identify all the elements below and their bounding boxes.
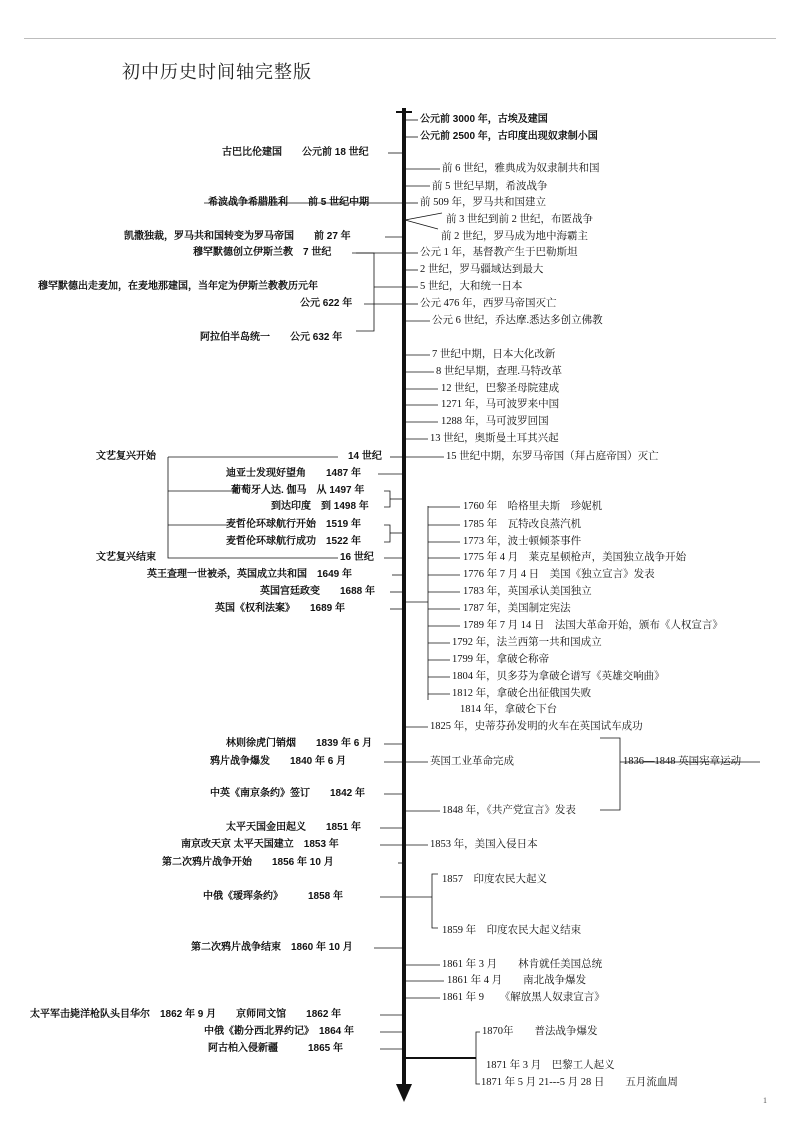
page-title: 初中历史时间轴完整版	[122, 62, 312, 82]
right-event-24: 1783 年，英国承认美国独立	[463, 586, 592, 597]
right-event-36: 1853 年，美国入侵日本	[430, 839, 538, 850]
right-event-7: 公元 1 年，基督教产生于巴勒斯坦	[420, 247, 578, 258]
right-event-22: 1775 年 4 月 莱克星顿枪声，美国独立战争开始	[463, 552, 687, 563]
right-event-43: 1871 年 3 月 巴黎工人起义	[486, 1060, 615, 1071]
left-event-17: 英国宫廷政变 1688 年	[260, 586, 376, 597]
right-event-38: 1859 年 印度农民大起义结束	[442, 925, 582, 936]
right-event-44: 1871 年 5 月 21---5 月 28 日 五月流血周	[481, 1077, 678, 1088]
left-event-9: 迪亚士发现好望角 1487 年	[226, 468, 362, 479]
left-event-27: 太平军击毙洋枪队头目华尔 1862 年 9 月 京师同文馆 1862 年	[30, 1009, 342, 1020]
right-event-28: 1799 年，拿破仑称帝	[452, 654, 550, 665]
left-event-11: 到达印度 到 1498 年	[271, 501, 369, 512]
left-event-24: 第二次鸦片战争开始 1856 年 10 月	[162, 857, 334, 868]
right-event-15: 1271 年，马可波罗来中国	[441, 399, 560, 410]
right-event-18: 15 世纪中期，东罗马帝国（拜占庭帝国）灭亡	[446, 451, 659, 462]
right-event-33: 英国工业革命完成	[430, 756, 514, 767]
right-event-3: 前 5 世纪早期，希波战争	[432, 181, 548, 192]
right-event-19: 1760 年 哈格里夫斯 珍妮机	[463, 501, 603, 512]
left-event-22: 太平天国金田起义 1851 年	[226, 822, 362, 833]
right-event-9: 5 世纪，大和统一日本	[420, 281, 523, 292]
left-event-7: 文艺复兴开始	[96, 451, 156, 462]
left-event-4: 穆罕默德出走麦加，在麦地那建国，当年定为伊斯兰教教历元年	[38, 281, 318, 292]
left-event-3: 穆罕默德创立伊斯兰教 7 世纪	[193, 247, 332, 258]
right-event-35: 1848 年，《共产党宣言》发表	[442, 805, 576, 816]
right-event-14: 12 世纪，巴黎圣母院建成	[441, 383, 560, 394]
right-event-30: 1812 年，拿破仑出征俄国失败	[452, 688, 592, 699]
left-event-13: 麦哲伦环球航行成功 1522 年	[226, 536, 362, 547]
right-event-20: 1785 年 瓦特改良蒸汽机	[463, 519, 582, 530]
left-event-2: 凯撒独裁，罗马共和国转变为罗马帝国 前 27 年	[124, 231, 351, 242]
left-event-6: 阿拉伯半岛统一 公元 632 年	[200, 332, 343, 343]
left-event-15: 16 世纪	[340, 552, 374, 563]
left-event-1: 希波战争希腊胜利 前 5 世纪中期	[208, 197, 370, 208]
right-event-29: 1804 年，贝多芬为拿破仑谱写《英雄交响曲》	[452, 671, 665, 682]
right-event-40: 1861 年 4 月 南北战争爆发	[447, 975, 587, 986]
right-event-11: 公元 6 世纪，乔达摩.悉达多创立佛教	[432, 315, 603, 326]
right-event-1: 公元前 2500 年，古印度出现奴隶制小国	[420, 131, 598, 142]
right-event-4: 前 509 年，罗马共和国建立	[420, 197, 546, 208]
left-event-28: 中俄《勘分西北界约记》 1864 年	[204, 1026, 355, 1037]
right-event-10: 公元 476 年，西罗马帝国灭亡	[420, 298, 557, 309]
right-event-32: 1825 年，史蒂芬孙发明的火车在英国试车成功	[430, 721, 643, 732]
right-event-5: 前 3 世纪到前 2 世纪，布匿战争	[446, 214, 593, 225]
right-event-21: 1773 年，波士顿倾茶事件	[463, 536, 582, 547]
left-event-0: 古巴比伦建国 公元前 18 世纪	[222, 147, 369, 158]
left-event-21: 中英《南京条约》签订 1842 年	[210, 788, 366, 799]
right-event-34: 1836—1848 英国宪章运动	[623, 756, 742, 767]
left-event-29: 阿古柏入侵新疆 1865 年	[208, 1043, 344, 1054]
right-event-8: 2 世纪，罗马疆域达到最大	[420, 264, 544, 275]
left-event-12: 麦哲伦环球航行开始 1519 年	[226, 519, 362, 530]
left-event-16: 英王查理一世被杀，英国成立共和国 1649 年	[147, 569, 353, 580]
left-event-8: 14 世纪	[348, 451, 382, 462]
left-event-14: 文艺复兴结束	[96, 552, 156, 563]
left-event-20: 鸦片战争爆发 1840 年 6 月	[210, 756, 347, 767]
right-event-25: 1787 年，美国制定宪法	[463, 603, 571, 614]
right-event-16: 1288 年，马可波罗回国	[441, 416, 549, 427]
right-event-23: 1776 年 7 月 4 日 美国《独立宣言》发表	[463, 569, 655, 580]
left-event-10: 葡萄牙人达. 伽马 从 1497 年	[231, 485, 365, 496]
right-event-27: 1792 年，法兰西第一共和国成立	[452, 637, 602, 648]
left-event-18: 英国《权利法案》 1689 年	[215, 603, 346, 614]
right-event-13: 8 世纪早期，查理.马特改革	[436, 366, 562, 377]
right-event-31: 1814 年，拿破仑下台	[460, 704, 558, 715]
right-event-12: 7 世纪中期，日本大化改新	[432, 349, 556, 360]
left-event-25: 中俄《瑷珲条约》 1858 年	[203, 891, 344, 902]
page-number: 1	[763, 1096, 767, 1105]
left-event-23: 南京改天京 太平天国建立 1853 年	[181, 839, 339, 850]
right-event-0: 公元前 3000 年，古埃及建国	[420, 114, 548, 125]
axis-arrowhead	[396, 1084, 412, 1102]
left-event-26: 第二次鸦片战争结束 1860 年 10 月	[191, 942, 353, 953]
right-event-42: 1870年 普法战争爆发	[482, 1026, 598, 1037]
left-event-5: 公元 622 年	[300, 298, 353, 309]
right-event-37: 1857 印度农民大起义	[442, 874, 547, 885]
left-event-19: 林则徐虎门销烟 1839 年 6 月	[226, 738, 373, 749]
right-event-17: 13 世纪，奥斯曼土耳其兴起	[430, 433, 559, 444]
right-event-39: 1861 年 3 月 林肯就任美国总统	[442, 959, 603, 970]
right-event-6: 前 2 世纪，罗马成为地中海霸主	[441, 231, 588, 242]
right-event-26: 1789 年 7 月 14 日 法国大革命开始，颁布《人权宣言》	[463, 620, 723, 631]
right-event-41: 1861 年 9 《解放黑人奴隶宣言》	[442, 992, 605, 1003]
right-event-2: 前 6 世纪，雅典成为奴隶制共和国	[442, 163, 600, 174]
